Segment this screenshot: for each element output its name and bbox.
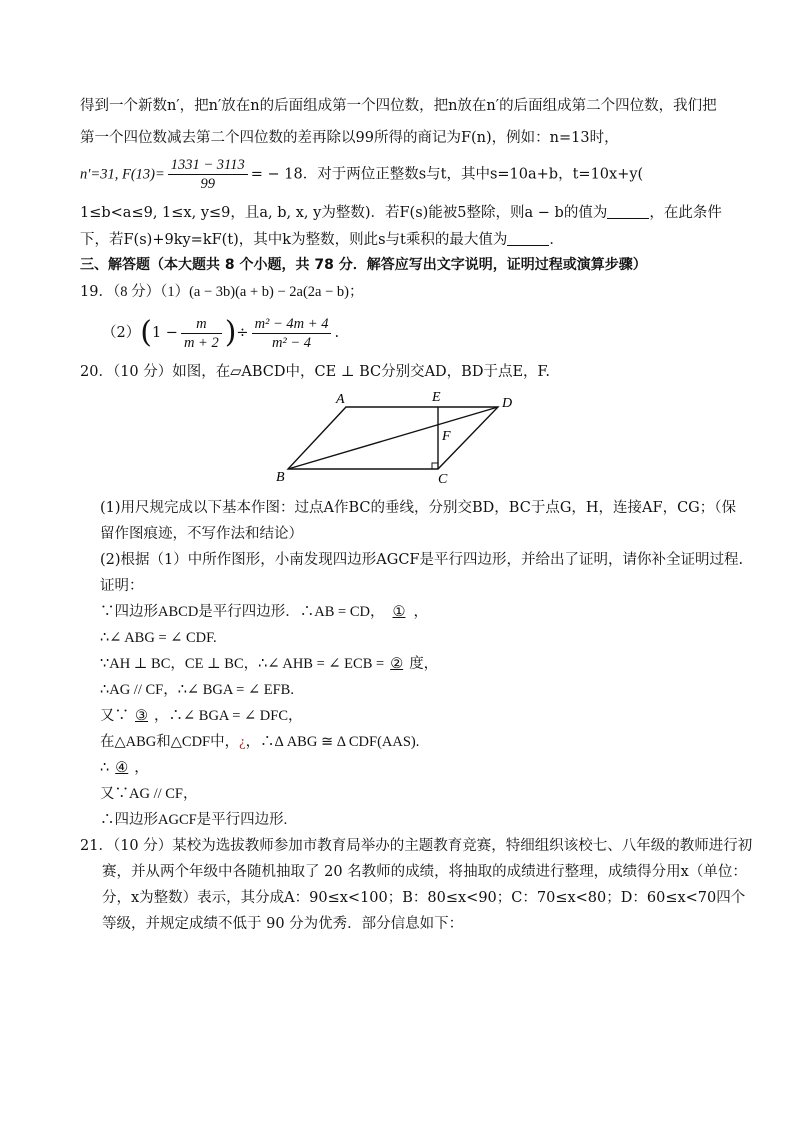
q20-task-1-cont: 留作图痕迹，不写作法和结论） xyxy=(100,526,303,542)
label-f: F xyxy=(442,429,451,444)
proof-line-2: ∴∠ ABG = ∠ CDF. xyxy=(100,630,217,646)
q19-fraction-2 xyxy=(252,315,332,352)
proof-line-1-end: ， xyxy=(413,604,428,620)
intro-line-3-tail: = − 18．对于两位正整数s与t，其中s=10a+b，t=10x+y( xyxy=(250,166,644,183)
proof-line-7-lead: ∴ xyxy=(100,760,110,776)
q19-fraction-1-numerator: m xyxy=(181,315,222,334)
label-b: B xyxy=(276,470,285,485)
q21-line-3: 分，x为整数）表示，其分成A：90≤x<100；B：80≤x<90；C：70≤x<80；D：60≤x<70四个 xyxy=(102,890,746,906)
intro-line-5-text: 下，若F(s)+9ky=kF(t)，其中k为整数，则此s与t乘积的最大值为 xyxy=(80,232,508,248)
q21-number: 21． xyxy=(80,838,113,854)
intro-line-4-end: ，在此条件 xyxy=(649,205,722,221)
proof-line-3-text: ∵AH ⊥ BC，CE ⊥ BC，∴∠ AHB = ∠ ECB = xyxy=(100,656,385,672)
intro-line-2: 第一个四位数减去第二个四位数的差再除以99所得的商记为F(n)，例如：n=13时， xyxy=(80,130,619,146)
proof-line-6-end: ，∴Δ ABG ≅ Δ CDF(AAS). xyxy=(245,734,420,750)
fraction-f13-numerator: 1331 − 3113 xyxy=(168,156,248,175)
fraction-f13 xyxy=(168,156,248,193)
diagonal-bd xyxy=(288,407,498,469)
q19-fraction-1 xyxy=(181,315,222,352)
q19-one-minus: 1 − xyxy=(151,325,178,341)
label-d: D xyxy=(502,396,513,411)
intro-line-5-end: ． xyxy=(549,232,564,248)
proof-line-1-text: ∵四边形ABCD是平行四边形．∴AB = CD， xyxy=(100,604,385,620)
q20-task-1: (1)用尺规完成以下基本作图：过点A作BC的垂线，分别交BD，BC于点G，H，连接AF，CG；（保 xyxy=(100,500,737,516)
q21-line-4: 等级，并规定成绩不低于 90 分为优秀．部分信息如下： xyxy=(102,916,464,932)
proof-line-3 xyxy=(100,654,760,674)
intro-line-4 xyxy=(80,202,740,223)
q20-proof-title: 证明： xyxy=(100,578,144,594)
blank-1[interactable]: ① xyxy=(392,604,406,620)
q20-task-2: (2)根据（1）中所作图形，小南发现四边形AGCF是平行四边形，并给出了证明，请你补全证明过程. xyxy=(100,552,744,568)
q21-line-1-text: （10 分）某校为选拔教师参加市教育局举办的主题教育竞赛，特细组织该校七、八年级的教师进行初 xyxy=(112,838,753,854)
q19-part-1 xyxy=(80,282,740,302)
q20-stem-text: （10 分）如图，在▱ABCD中，CE ⊥ BC分别交AD，BD于点E，F. xyxy=(112,364,550,380)
proof-line-9: ∴四边形AGCF是平行四边形. xyxy=(100,812,288,828)
q20-stem xyxy=(80,362,740,382)
proof-line-5-lead: 又∵ xyxy=(100,708,129,724)
garbled-char: ¿ xyxy=(239,734,246,750)
blank-4[interactable]: ④ xyxy=(115,760,129,776)
proof-line-6 xyxy=(100,732,760,752)
q19-fraction-1-denominator: m + 2 xyxy=(183,334,219,351)
q19-part-1-text: （8 分）（1）(a − 3b)(a + b) − 2a(2a − b)； xyxy=(112,284,364,300)
intro-line-1: 得到一个新数n′，把n′放在n的后面组成第一个四位数，把n放在n′的后面组成第二个四位数，我们把 xyxy=(80,98,717,114)
q19-divide-sign: ÷ xyxy=(236,325,249,341)
right-angle-mark xyxy=(432,463,438,469)
answer-blank-a-minus-b[interactable] xyxy=(607,202,649,219)
q19-part-2-end: . xyxy=(334,325,340,341)
proof-line-1 xyxy=(100,602,760,622)
section-3-heading: 三、解答题（本大题共 8 个小题，共 78 分．解答应写出文字说明，证明过程或演算步骤） xyxy=(80,257,647,273)
label-a: A xyxy=(336,392,345,407)
q19-fraction-2-denominator: m² − 4 xyxy=(271,334,312,351)
answer-blank-max-product[interactable] xyxy=(507,229,549,246)
q21-line-2: 赛，并从两个年级中各随机抽取了 20 名教师的成绩，将抽取的成绩进行整理，成绩得分用x（单位： xyxy=(102,864,747,880)
parallelogram-figure xyxy=(270,385,530,490)
q19-part-2-label: （2） xyxy=(102,325,141,341)
proof-line-7-end: ， xyxy=(134,760,149,776)
blank-3[interactable]: ③ xyxy=(135,708,148,724)
blank-2[interactable]: ② xyxy=(390,656,404,672)
intro-line-5 xyxy=(80,229,740,250)
fraction-f13-denominator: 99 xyxy=(200,176,215,192)
intro-line-4-text: 1≤b<a≤9, 1≤x, y≤9，且a, b, x, y为整数)．若F(s)能被5整除，则a − b的值为 xyxy=(80,205,608,221)
proof-line-5-end: ，∴∠ BGA = ∠ DFC， xyxy=(154,708,303,724)
proof-line-6-lead: 在△ABG和△CDF中， xyxy=(100,734,240,750)
proof-line-8: 又∵AG // CF， xyxy=(100,786,198,802)
intro-line-3 xyxy=(80,156,740,193)
proof-line-3-end: 度， xyxy=(409,656,439,672)
label-c: C xyxy=(438,472,448,487)
q20-number: 20． xyxy=(80,364,113,380)
q21-line-1 xyxy=(80,836,753,856)
q19-number: 19． xyxy=(80,284,113,300)
q19-part-2: （2）(1 − $\frac{m}{m + 2}$ )÷ $\frac{\text{m² − 4m + 4}}{\text{m² − 4}}$ . xyxy=(102,315,340,351)
proof-line-4: ∴AG // CF，∴∠ BGA = ∠ EFB. xyxy=(100,682,294,698)
proof-line-5 xyxy=(100,706,760,726)
intro-line-3-lead: n′=31, F(13)= xyxy=(80,166,165,183)
proof-line-7 xyxy=(100,758,760,778)
q19-fraction-2-numerator: m² − 4m + 4 xyxy=(252,315,332,334)
label-e: E xyxy=(432,390,441,405)
